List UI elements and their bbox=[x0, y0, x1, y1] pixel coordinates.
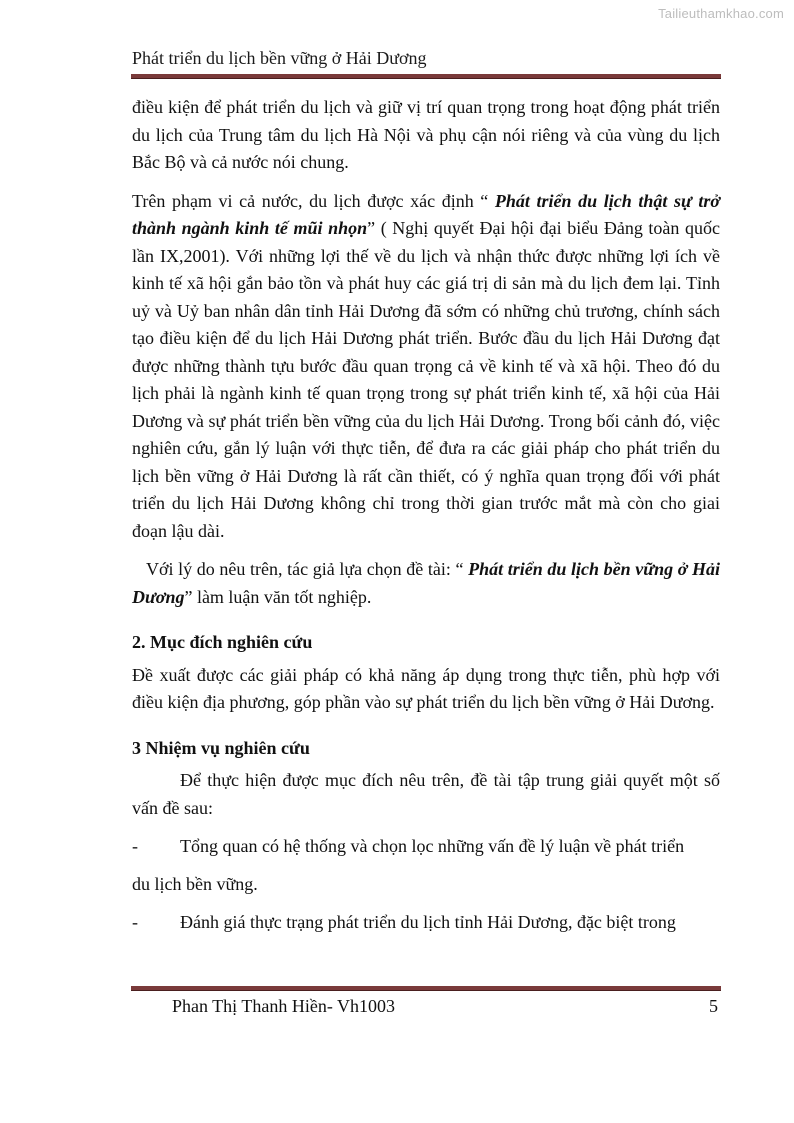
quote-emphasis: Phát triển du lịch thật sự trở thành ngành kinh tế mũi nhọn bbox=[132, 190, 720, 238]
section-heading-2: 2. Mục đích nghiên cứu bbox=[132, 632, 313, 652]
list-item-text: Tổng quan có hệ thống và chọn lọc những vấn đề lý luận về phát triển bbox=[180, 836, 685, 856]
thesis-title-emphasis: Phát triển du lịch bền vững ở Hải Dương bbox=[132, 559, 720, 607]
document-body bbox=[132, 94, 720, 937]
header-rule bbox=[131, 74, 721, 79]
page-header-title: Phát triển du lịch bền vững ở Hải Dương bbox=[132, 48, 427, 68]
paragraph-1: điều kiện để phát triển du lịch và giữ vị trí quan trọng trong hoạt động phát triển du lịch của Trung tâm du lịch Hà Nội và phụ cận nói riêng và của vùng du lịch Bắc Bộ và cả nước nói chung. bbox=[132, 97, 720, 172]
paragraph-2-lead: Trên phạm vi cả nước, du lịch được xác định “ bbox=[132, 190, 495, 211]
list-dash: - bbox=[132, 912, 138, 932]
list-item-text: Đánh giá thực trạng phát triển du lịch tỉnh Hải Dương, đặc biệt trong bbox=[180, 912, 676, 932]
paragraph-3 bbox=[132, 556, 720, 611]
footer-author: Phan Thị Thanh Hiền- Vh1003 bbox=[172, 996, 395, 1016]
paragraph-4: Đề xuất được các giải pháp có khả năng áp dụng trong thực tiễn, phù hợp với điều kiện địa phương, góp phần vào sự phát triển du lịch bền vững ở Hải Dương. bbox=[132, 664, 720, 712]
list-item bbox=[132, 909, 720, 937]
list-item-continuation: du lịch bền vững. bbox=[132, 873, 258, 894]
paragraph-5: Để thực hiện được mục đích nêu trên, đề tài tập trung giải quyết một số vấn đề sau: bbox=[132, 770, 720, 818]
list-item bbox=[132, 833, 720, 861]
list-dash: - bbox=[132, 836, 138, 856]
watermark: Tailieuthamkhao.com bbox=[658, 6, 784, 21]
paragraph-3-rest: ” làm luận văn tốt nghiệp. bbox=[184, 586, 372, 607]
paragraph-3-lead: Với lý do nêu trên, tác giả lựa chọn đề tài: “ bbox=[146, 559, 469, 579]
paragraph-2-rest: ” ( Nghị quyết Đại hội đại biểu Đảng toàn quốc lần IX,2001). Với những lợi thế về du lịch và nhận thức được những lợi ích về kinh tế xã hội gắn bảo tồn và phát huy các giá trị di sản mà du lịch đem lại. Tỉnh uỷ và Uỷ ban nhân dân tỉnh Hải Dương đã sớm có những chủ trương, chính sách tạo điều kiện để du lịch Hải Dương phát triển. Bước đầu du lịch Hải Dương đạt được những thành tựu bước đầu quan trọng cả về kinh tế và xã hội. Theo đó du lịch phải là ngành kinh tế quan trọng trong sự phát triển kinh tế, xã hội của Hải Dương và sự phát triển bền vững của du lịch Hải Dương. Trong bối cảnh đó, việc nghiên cứu, gắn lý luận với thực tiễn, để đưa ra các giải pháp cho phát triển du lịch bền vững ở Hải Dương là rất cần thiết, có ý nghĩa quan trọng đối với phát triển du lịch Hải Dương không chỉ trong thời gian trước mắt mà còn cho giai đoạn lậu dài. bbox=[132, 218, 720, 541]
footer-rule bbox=[131, 986, 721, 991]
section-heading-3: 3 Nhiệm vụ nghiên cứu bbox=[132, 737, 310, 758]
paragraph-2 bbox=[132, 188, 720, 546]
page-number: 5 bbox=[709, 996, 718, 1016]
